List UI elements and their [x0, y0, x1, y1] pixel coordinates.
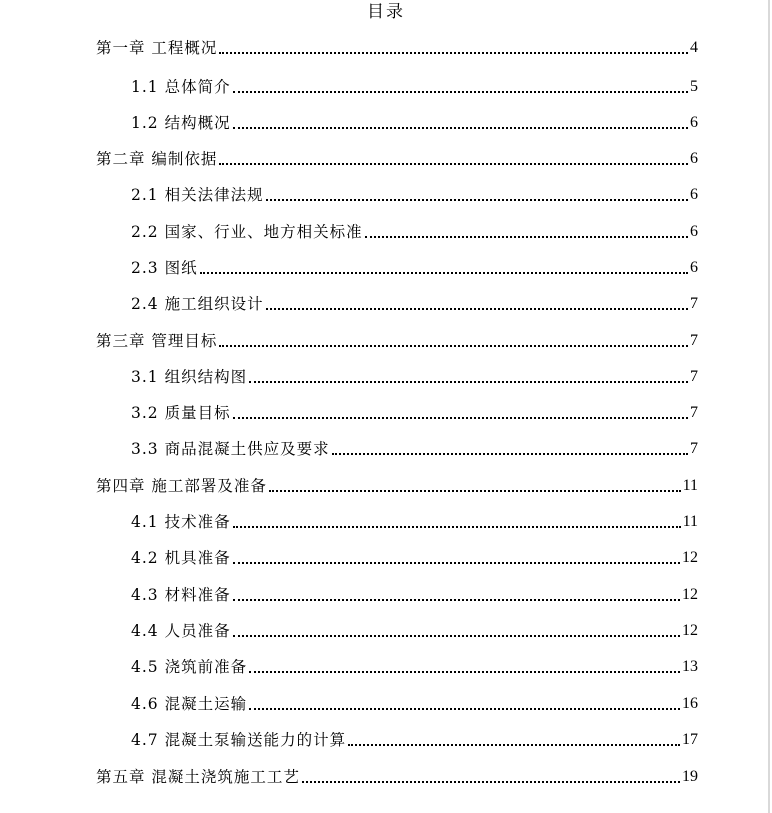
toc-entry-label: 2.4 施工组织设计: [131, 295, 264, 313]
toc-entry-label: 4.5 浇筑前准备: [131, 658, 248, 676]
toc-entry-section-2-4[interactable]: [131, 290, 698, 314]
toc-entry-label: 第四章 施工部署及准备: [96, 477, 267, 495]
toc-entry-label: 第三章 管理目标: [96, 332, 218, 350]
toc-entry-label: 第五章 混凝土浇筑施工工艺: [96, 768, 300, 786]
toc-entry-label: 4.7 混凝土泵输送能力的计算: [131, 731, 347, 749]
toc-entry-label: 第二章 编制依据: [96, 150, 218, 168]
toc-entry-label: 4.1 技术准备: [131, 513, 231, 531]
toc-entry-label: 4.2 机具准备: [131, 549, 231, 567]
toc-page-number: 12: [682, 549, 698, 566]
toc-page-number: 16: [682, 695, 698, 712]
toc-entry-chapter-2[interactable]: [96, 145, 698, 169]
toc-entry-section-3-3[interactable]: [131, 435, 698, 459]
toc-dot-leader: [233, 526, 681, 528]
toc-dot-leader: [302, 781, 680, 783]
toc-page-number: 13: [682, 658, 698, 675]
toc-title: 目录: [367, 2, 405, 22]
toc-page-number: 5: [690, 78, 698, 95]
toc-page-number: 12: [682, 586, 698, 603]
toc-entry-section-4-7[interactable]: [131, 726, 698, 750]
toc-page-number: 7: [690, 368, 698, 385]
toc-entry-section-4-4[interactable]: [131, 617, 698, 641]
toc-entry-label: 1.2 结构概况: [131, 114, 231, 132]
toc-dot-leader: [266, 308, 688, 310]
page-edge: [768, 0, 770, 813]
toc-entry-chapter-5[interactable]: [96, 763, 698, 787]
toc-dot-leader: [233, 635, 680, 637]
toc-entry-label: 3.3 商品混凝土供应及要求: [131, 440, 330, 458]
toc-page-number: 4: [690, 39, 698, 56]
toc-page-number: 19: [682, 768, 698, 785]
toc-page-number: 6: [690, 114, 698, 131]
toc-page-number: 12: [682, 622, 698, 639]
toc-entry-section-4-5[interactable]: [131, 653, 698, 677]
toc-entry-section-4-3[interactable]: [131, 581, 698, 605]
toc-entry-section-3-2[interactable]: [131, 399, 698, 423]
toc-page-number: 7: [690, 404, 698, 421]
toc-page-number: 11: [682, 477, 698, 494]
toc-entry-section-4-6[interactable]: [131, 690, 698, 714]
toc-dot-leader: [249, 708, 680, 710]
toc-dot-leader: [219, 52, 688, 54]
toc-entry-section-4-2[interactable]: [131, 544, 698, 568]
toc-page-number: 7: [690, 440, 698, 457]
toc-dot-leader: [200, 272, 688, 274]
toc-entry-label: 3.1 组织结构图: [131, 368, 248, 386]
toc-entry-section-1-1[interactable]: [131, 73, 698, 97]
toc-page-number: 7: [690, 295, 698, 312]
toc-entry-label: 2.2 国家、行业、地方相关标准: [131, 223, 363, 241]
toc-dot-leader: [233, 127, 688, 129]
toc-entry-label: 第一章 工程概况: [96, 39, 218, 57]
toc-page-number: 6: [690, 186, 698, 203]
toc-dot-leader: [249, 381, 688, 383]
toc-entry-label: 2.3 图纸: [131, 259, 198, 277]
toc-entry-section-2-1[interactable]: [131, 181, 698, 205]
toc-entry-section-2-2[interactable]: [131, 218, 698, 242]
toc-entry-label: 4.4 人员准备: [131, 622, 231, 640]
toc-entry-label: 4.3 材料准备: [131, 586, 231, 604]
toc-dot-leader: [269, 490, 681, 492]
toc-entry-label: 4.6 混凝土运输: [131, 695, 248, 713]
toc-dot-leader: [348, 744, 680, 746]
toc-dot-leader: [332, 453, 688, 455]
toc-dot-leader: [233, 562, 680, 564]
toc-dot-leader: [219, 345, 688, 347]
toc-page-number: 17: [682, 731, 698, 748]
toc-page-number: 6: [690, 259, 698, 276]
toc-dot-leader: [365, 236, 688, 238]
toc-entry-section-4-1[interactable]: [131, 508, 698, 532]
toc-dot-leader: [233, 599, 680, 601]
toc-page-number: 6: [690, 223, 698, 240]
toc-page-number: 7: [690, 332, 698, 349]
toc-dot-leader: [233, 91, 688, 93]
toc-page-number: 11: [682, 513, 698, 530]
toc-entry-chapter-4[interactable]: [96, 472, 698, 496]
toc-entry-label: 1.1 总体简介: [131, 78, 231, 96]
toc-dot-leader: [266, 199, 688, 201]
toc-entry-section-1-2[interactable]: [131, 109, 698, 133]
toc-entry-section-2-3[interactable]: [131, 254, 698, 278]
toc-dot-leader: [219, 163, 688, 165]
toc-entry-label: 3.2 质量目标: [131, 404, 231, 422]
toc-entry-section-3-1[interactable]: [131, 363, 698, 387]
toc-dot-leader: [233, 417, 688, 419]
toc-entry-label: 2.1 相关法律法规: [131, 186, 264, 204]
toc-dot-leader: [249, 671, 680, 673]
toc-entry-chapter-1[interactable]: [96, 34, 698, 58]
toc-page-number: 6: [690, 150, 698, 167]
toc-entry-chapter-3[interactable]: [96, 327, 698, 351]
